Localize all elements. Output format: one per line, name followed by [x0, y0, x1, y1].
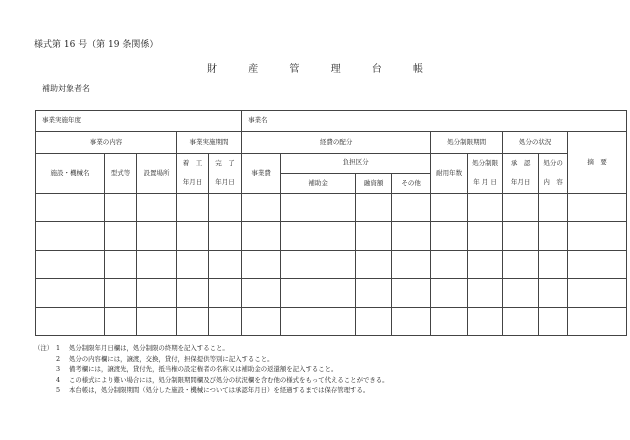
- table-cell[interactable]: [431, 250, 468, 278]
- table-cell[interactable]: [568, 279, 627, 307]
- note-number: 3: [56, 365, 61, 373]
- table-cell[interactable]: [242, 194, 281, 222]
- data-rows: [36, 194, 627, 336]
- property-ledger-table: [35, 110, 627, 336]
- col-start-ymd: 年月日: [177, 173, 209, 193]
- table-cell[interactable]: [392, 307, 431, 335]
- note-mark: [34, 354, 56, 365]
- table-cell[interactable]: [539, 194, 568, 222]
- table-cell[interactable]: [281, 194, 356, 222]
- table-cell[interactable]: [431, 222, 468, 250]
- col-facility: 施設・機械名: [36, 153, 105, 194]
- table-cell[interactable]: [105, 307, 137, 335]
- table-cell[interactable]: [137, 279, 177, 307]
- group-cost: 経費の配分: [242, 132, 431, 153]
- table-cell[interactable]: [209, 307, 242, 335]
- table-cell[interactable]: [503, 279, 539, 307]
- group-content: 事業の内容: [36, 132, 177, 153]
- table-cell[interactable]: [209, 194, 242, 222]
- table-cell[interactable]: [392, 250, 431, 278]
- note-mark: [34, 385, 56, 396]
- table-cell[interactable]: [356, 250, 392, 278]
- col-disposal-content-bottom: 内 容: [539, 173, 568, 193]
- table-cell[interactable]: [137, 194, 177, 222]
- recipient-label: 補助対象者名: [42, 84, 90, 93]
- table-row: [36, 194, 627, 222]
- note-item: [34, 354, 389, 365]
- group-disposal-status: 処分の状況: [503, 132, 568, 153]
- table-row: [36, 222, 627, 250]
- year-cell[interactable]: [36, 111, 242, 132]
- table-cell[interactable]: [242, 222, 281, 250]
- table-cell[interactable]: [36, 250, 105, 278]
- table-cell[interactable]: [36, 279, 105, 307]
- table-cell[interactable]: [392, 222, 431, 250]
- table-cell[interactable]: [568, 222, 627, 250]
- table-cell[interactable]: [431, 194, 468, 222]
- note-item: [34, 343, 389, 354]
- note-mark: [34, 364, 56, 375]
- col-total-cost: 事業費: [242, 153, 281, 194]
- document-title: 財 産 管 理 台 帳: [207, 64, 437, 75]
- table-cell[interactable]: [137, 250, 177, 278]
- table-cell[interactable]: [539, 222, 568, 250]
- col-limit-ymd: 年 月 日: [468, 173, 503, 193]
- table-cell[interactable]: [503, 222, 539, 250]
- table-cell[interactable]: [177, 279, 209, 307]
- year-label: 事業実施年度: [42, 116, 81, 125]
- table-cell[interactable]: [468, 194, 503, 222]
- table-cell[interactable]: [36, 194, 105, 222]
- table-cell[interactable]: [468, 222, 503, 250]
- table-cell[interactable]: [356, 307, 392, 335]
- table-cell[interactable]: [105, 194, 137, 222]
- table-cell[interactable]: [281, 307, 356, 335]
- table-row: [36, 250, 627, 278]
- table-cell[interactable]: [177, 222, 209, 250]
- col-end-ymd: 年月日: [209, 173, 242, 193]
- table-cell[interactable]: [177, 307, 209, 335]
- table-cell[interactable]: [356, 194, 392, 222]
- note-text: 本台帳は，処分制限期間（処分した施設・機械については承認年月日）を経過するまでは保存管理する。: [69, 386, 370, 394]
- table-cell[interactable]: [242, 250, 281, 278]
- table-cell[interactable]: [431, 307, 468, 335]
- table-cell[interactable]: [242, 307, 281, 335]
- col-subsidy: 補助金: [281, 173, 356, 193]
- note-text: 備考欄には，譲渡先，貸付先，抵当権の設定権者の名称又は補助金の返還額を記入すること。: [69, 365, 338, 373]
- table-cell[interactable]: [468, 279, 503, 307]
- table-cell[interactable]: [468, 250, 503, 278]
- note-mark: [34, 375, 56, 386]
- business-name-field[interactable]: [281, 111, 627, 132]
- notes-section: [34, 343, 389, 396]
- table-cell[interactable]: [356, 279, 392, 307]
- table-cell[interactable]: [503, 250, 539, 278]
- col-location: 設置場所: [137, 153, 177, 194]
- note-item: [34, 375, 389, 386]
- table-cell[interactable]: [539, 279, 568, 307]
- table-cell[interactable]: [431, 279, 468, 307]
- table-cell[interactable]: [105, 222, 137, 250]
- col-end: 完 了: [209, 153, 242, 173]
- note-number: 4: [56, 375, 61, 384]
- table-cell[interactable]: [177, 250, 209, 278]
- group-period: 事業実施期間: [177, 132, 242, 153]
- table-cell[interactable]: [242, 279, 281, 307]
- table-row: [36, 307, 627, 335]
- group-disposal-period: 処分制限期間: [431, 132, 503, 153]
- note-number: 2: [56, 354, 61, 363]
- table-cell[interactable]: [209, 250, 242, 278]
- table-cell[interactable]: [539, 250, 568, 278]
- table-cell[interactable]: [392, 279, 431, 307]
- table-cell[interactable]: [356, 222, 392, 250]
- col-burden: 負担区分: [281, 153, 431, 173]
- col-other: その他: [392, 173, 431, 193]
- table-cell[interactable]: [105, 250, 137, 278]
- note-item: [34, 385, 389, 396]
- table-cell[interactable]: [177, 194, 209, 222]
- table-cell[interactable]: [503, 307, 539, 335]
- col-approval: 承 認: [503, 153, 539, 173]
- col-start: 着 工: [177, 153, 209, 173]
- note-number: 1: [56, 344, 61, 352]
- table-cell[interactable]: [568, 194, 627, 222]
- table-cell[interactable]: [36, 307, 105, 335]
- table-cell[interactable]: [281, 222, 356, 250]
- table-cell[interactable]: [539, 307, 568, 335]
- table-cell[interactable]: [209, 222, 242, 250]
- table-cell[interactable]: [137, 222, 177, 250]
- table-cell[interactable]: [137, 307, 177, 335]
- table-cell[interactable]: [209, 279, 242, 307]
- form-number: 様式第 16 号（第 19 条関係）: [34, 40, 159, 50]
- table-cell[interactable]: [105, 279, 137, 307]
- col-model: 型式等: [105, 153, 137, 194]
- table-cell[interactable]: [36, 222, 105, 250]
- table-cell[interactable]: [568, 250, 627, 278]
- col-approval-ymd: 年月日: [503, 173, 539, 193]
- note-mark: （注）: [34, 344, 54, 352]
- note-text: 処分制限年月日欄は，処分制限の終期を記入すること。: [69, 344, 229, 352]
- table-cell[interactable]: [392, 194, 431, 222]
- table-cell[interactable]: [503, 194, 539, 222]
- table-cell[interactable]: [568, 307, 627, 335]
- note-text: 処分の内容欄には，譲渡，交換，貸付，担保提供等別に記入すること。: [69, 354, 274, 363]
- col-disposal-content-top: 処分の: [539, 153, 568, 173]
- table-row: [36, 279, 627, 307]
- remarks-header: 摘 要: [568, 132, 627, 194]
- table-cell[interactable]: [281, 279, 356, 307]
- table-cell[interactable]: [468, 307, 503, 335]
- col-limit-period: 処分制限: [468, 153, 503, 173]
- note-text: この様式により難い場合には，処分制限期間欄及び処分の状況欄を含む他の様式をもって代えることができる。: [69, 375, 389, 384]
- table-cell[interactable]: [281, 250, 356, 278]
- note-number: 5: [56, 386, 61, 394]
- col-useful-life: 耐用年数: [431, 153, 468, 194]
- business-name-label: 事業名: [242, 111, 281, 132]
- note-item: [34, 364, 389, 375]
- col-financing: 融資額: [356, 173, 392, 193]
